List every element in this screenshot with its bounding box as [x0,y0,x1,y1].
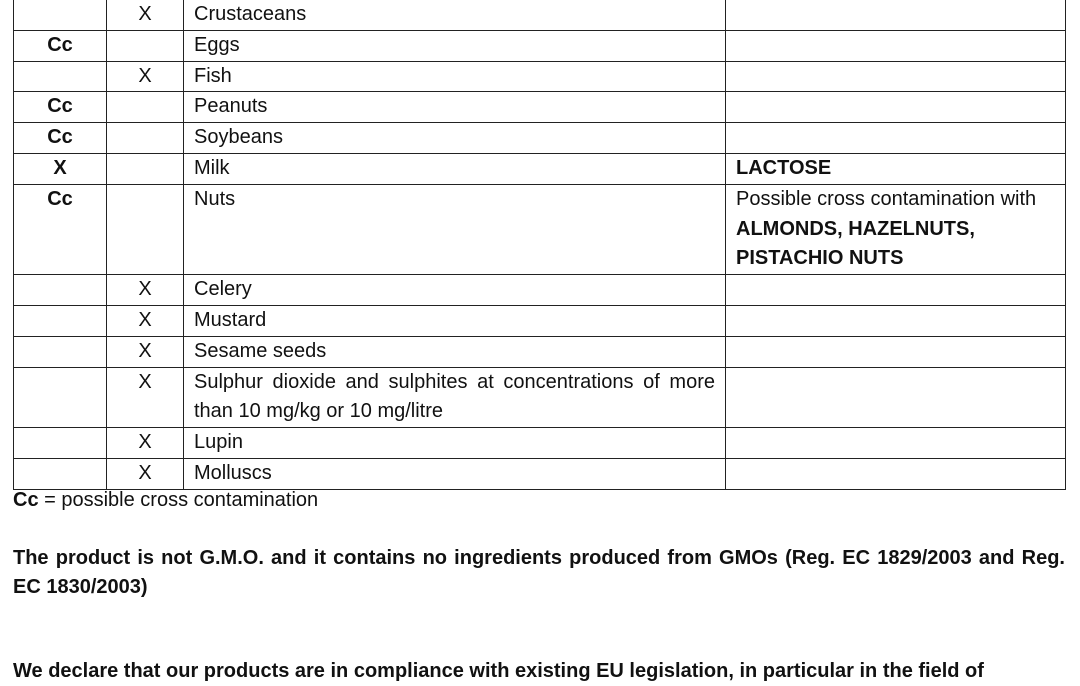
gmo-statement: The product is not G.M.O. and it contains no ingredients produced from GMOs (Reg. EC 1829/2003 and Reg. EC 1830/2003) [13,547,1065,598]
presence-cell [14,61,107,92]
absence-cell: X [107,336,184,367]
absence-cell [107,123,184,154]
table-row [14,0,1066,30]
notes-cell [726,305,1066,336]
notes-cell [726,275,1066,306]
notes-cell [726,367,1066,428]
presence-cell [14,458,107,489]
notes-bold-text: ALMONDS, HAZELNUTS, PISTACHIO NUTS [736,217,975,270]
presence-cell: Cc [14,123,107,154]
presence-cell [14,428,107,459]
allergen-name-cell: Eggs [184,30,726,61]
allergen-name-cell: Crustaceans [184,0,726,30]
presence-cell: Cc [14,30,107,61]
notes-cell [726,336,1066,367]
allergen-name-cell: Lupin [184,428,726,459]
allergen-name-cell: Sulphur dioxide and sulphites at concentrations of more than 10 mg/kg or 10 mg/litre [184,367,726,428]
presence-cell [14,336,107,367]
allergen-name-cell: Molluscs [184,458,726,489]
allergen-name-cell: Milk [184,153,726,184]
absence-cell: X [107,61,184,92]
absence-cell: X [107,367,184,428]
table-row [14,30,1066,61]
presence-cell [14,305,107,336]
absence-cell: X [107,428,184,459]
notes-cell [726,428,1066,459]
notes-cell [726,184,1066,274]
allergen-name-cell: Mustard [184,305,726,336]
allergen-name-cell: Peanuts [184,92,726,123]
presence-cell: Cc [14,92,107,123]
absence-cell [107,153,184,184]
table-row [14,123,1066,154]
notes-cell [726,0,1066,30]
absence-cell: X [107,0,184,30]
legend-note [13,486,318,514]
absence-cell: X [107,305,184,336]
allergen-name-cell: Sesame seeds [184,336,726,367]
notes-cell [726,153,1066,184]
absence-cell [107,30,184,61]
compliance-declaration: We declare that our products are in compliance with existing EU legislation, in particular in the field of [13,660,984,682]
legend-term: Cc [13,489,39,511]
presence-cell: Cc [14,184,107,274]
table-row [14,458,1066,489]
notes-bold-text: LACTOSE [736,156,832,179]
table-row [14,275,1066,306]
allergen-table [13,0,1066,490]
allergen-name-cell: Nuts [184,184,726,274]
table-row [14,428,1066,459]
presence-cell [14,275,107,306]
notes-cell [726,92,1066,123]
table-row [14,305,1066,336]
table-row [14,367,1066,428]
legend-definition: = possible cross contamination [38,489,319,511]
table-row [14,92,1066,123]
presence-cell [14,367,107,428]
table-row [14,184,1066,274]
table-row [14,336,1066,367]
table-row [14,61,1066,92]
allergen-name-cell: Fish [184,61,726,92]
notes-cell [726,458,1066,489]
notes-plain-text: Possible cross contamination with [736,187,1037,210]
allergen-name-cell: Soybeans [184,123,726,154]
absence-cell: X [107,458,184,489]
allergen-name-cell: Celery [184,275,726,306]
absence-cell [107,184,184,274]
presence-cell [14,0,107,30]
notes-cell [726,30,1066,61]
table-row [14,153,1066,184]
notes-cell [726,61,1066,92]
presence-cell: X [14,153,107,184]
notes-cell [726,123,1066,154]
absence-cell: X [107,275,184,306]
absence-cell [107,92,184,123]
